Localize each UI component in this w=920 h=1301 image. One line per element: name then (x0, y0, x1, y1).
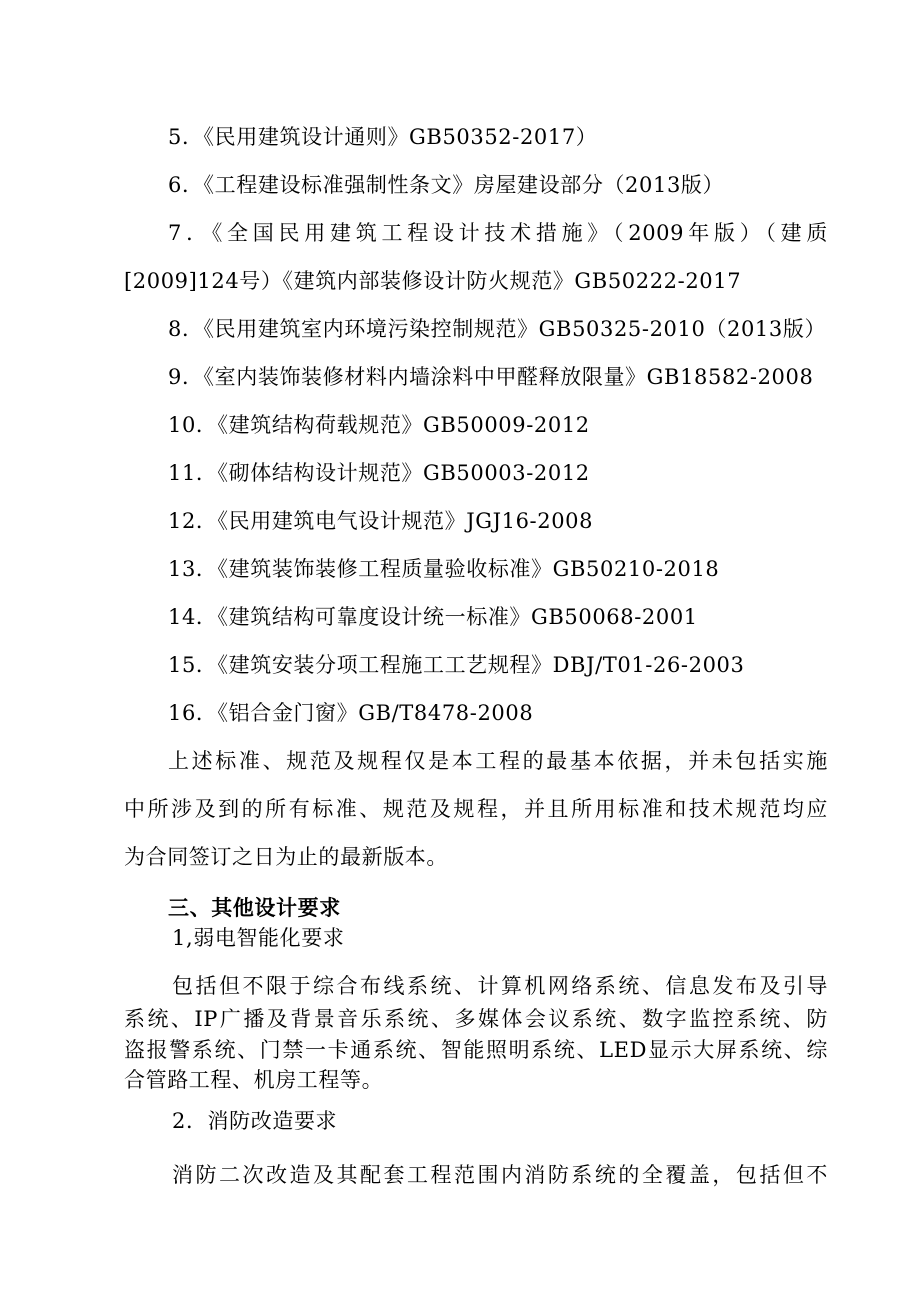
reference-item-15: 15．《建筑安装分项工程施工工艺规程》DBJ/T01-26-2003 (168, 653, 745, 677)
item-1-body-line-3: 盗报警系统、门禁一卡通系统、智能照明系统、LED显示大屏系统、综 (124, 1038, 828, 1062)
item-2-title: 2．消防改造要求 (172, 1109, 338, 1133)
reference-item-8: 8．《民用建筑室内环境污染控制规范》GB50325-2010（2013版） (168, 317, 827, 341)
item-1-title: 1,弱电智能化要求 (172, 926, 345, 950)
note-line-3: 为合同签订之日为止的最新版本。 (124, 845, 448, 869)
reference-item-9: 9．《室内装饰装修材料内墙涂料中甲醛释放限量》GB18582-2008 (168, 365, 814, 389)
item-2-body-line-1: 消防二次改造及其配套工程范围内消防系统的全覆盖，包括但不 (172, 1163, 828, 1187)
item-1-body-line-1: 包括但不限于综合布线系统、计算机网络系统、信息发布及引导 (172, 974, 828, 998)
reference-item-5: 5．《民用建筑设计通则》GB50352-2017） (168, 125, 598, 149)
item-1-body-line-2: 系统、IP广播及背景音乐系统、多媒体会议系统、数字监控系统、防 (124, 1007, 828, 1031)
note-line-1: 上述标准、规范及规程仅是本工程的最基本依据，并未包括实施 (168, 749, 828, 773)
note-line-2: 中所涉及到的所有标准、规范及规程，并且所用标准和技术规范均应 (124, 797, 828, 821)
reference-item-7: 7．《全国民用建筑工程设计技术措施》（2009年版）（建质 (168, 221, 828, 245)
reference-item-14: 14．《建筑结构可靠度设计统一标准》GB50068-2001 (168, 605, 698, 629)
reference-item-13: 13．《建筑装饰装修工程质量验收标准》GB50210-2018 (168, 557, 720, 581)
item-1-body-line-4: 合管路工程、机房工程等。 (124, 1068, 384, 1092)
reference-item-12: 12．《民用建筑电气设计规范》JGJ16-2008 (168, 509, 594, 533)
reference-item-10: 10．《建筑结构荷载规范》GB50009-2012 (168, 413, 590, 437)
reference-item-7-continued: [2009]124号）《建筑内部装修设计防火规范》GB50222-2017 (124, 269, 742, 293)
section-heading: 三、其他设计要求 (168, 896, 341, 920)
reference-item-11: 11．《砌体结构设计规范》GB50003-2012 (168, 461, 590, 485)
reference-item-6: 6．《工程建设标准强制性条文》房屋建设部分（2013版） (168, 173, 725, 197)
reference-item-16: 16．《铝合金门窗》GB/T8478-2008 (168, 701, 534, 725)
